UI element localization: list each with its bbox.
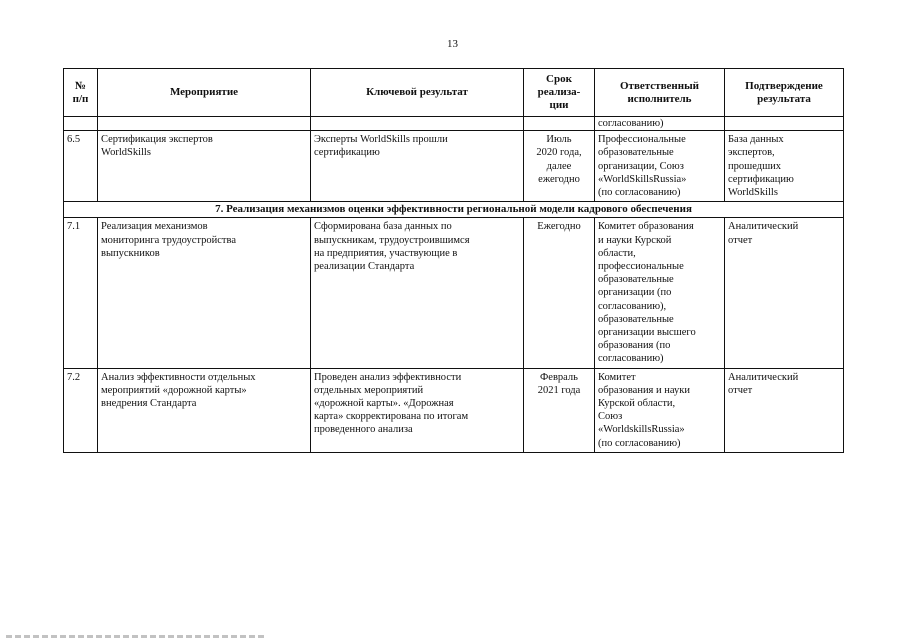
cell-event: Анализ эффективности отдельных мероприятий «дорожной карты» внедрения Стандарта bbox=[98, 368, 311, 452]
cell-event: Реализация механизмов мониторинга трудоустройства выпускников bbox=[98, 218, 311, 368]
cell-empty bbox=[725, 117, 844, 131]
scan-artifact bbox=[6, 635, 266, 638]
header-num: № п/п bbox=[64, 69, 98, 117]
cell-deadline: Ежегодно bbox=[524, 218, 595, 368]
cell-empty bbox=[311, 117, 524, 131]
cell-confirmation: База данных экспертов, прошедших сертификацию WorldSkills bbox=[725, 131, 844, 202]
header-confirmation: Подтверждение результата bbox=[725, 69, 844, 117]
cell-num: 6.5 bbox=[64, 131, 98, 202]
plan-table bbox=[63, 68, 844, 453]
cell-confirmation: Аналитический отчет bbox=[725, 368, 844, 452]
section-title: 7. Реализация механизмов оценки эффективности региональной модели кадрового обеспечения bbox=[64, 202, 844, 218]
page-number: 13 bbox=[447, 38, 458, 50]
header-event: Мероприятие bbox=[98, 69, 311, 117]
header-result: Ключевой результат bbox=[311, 69, 524, 117]
cell-responsible: согласованию) bbox=[595, 117, 725, 131]
cell-responsible: Профессиональные образовательные организации, Союз «WorldSkillsRussia» (по согласованию) bbox=[595, 131, 725, 202]
header-responsible: Ответственный исполнитель bbox=[595, 69, 725, 117]
cell-num: 7.1 bbox=[64, 218, 98, 368]
cell-deadline: Февраль 2021 года bbox=[524, 368, 595, 452]
cell-empty bbox=[64, 117, 98, 131]
cell-responsible: Комитет образования и науки Курской области, профессиональные образовательные организации (по согласованию), образовательные организации высшего образования (по согласованию) bbox=[595, 218, 725, 368]
cell-event: Сертификация экспертов WorldSkills bbox=[98, 131, 311, 202]
table-row bbox=[64, 368, 844, 452]
cell-num: 7.2 bbox=[64, 368, 98, 452]
table-row bbox=[64, 131, 844, 202]
cell-responsible: Комитет образования и науки Курской области, Союз «WorldskillsRussia» (по согласованию) bbox=[595, 368, 725, 452]
cell-result: Проведен анализ эффективности отдельных мероприятий «дорожной карты». «Дорожная карта» скорректирована по итогам проведенного анализа bbox=[311, 368, 524, 452]
table-row-continuation bbox=[64, 117, 844, 131]
table-row bbox=[64, 218, 844, 368]
cell-result: Сформирована база данных по выпускникам, трудоустроившимся на предприятия, участвующие в реализации Стандарта bbox=[311, 218, 524, 368]
cell-confirmation: Аналитический отчет bbox=[725, 218, 844, 368]
header-deadline: Срок реализа- ции bbox=[524, 69, 595, 117]
table-header-row bbox=[64, 69, 844, 117]
cell-deadline: Июль 2020 года, далее ежегодно bbox=[524, 131, 595, 202]
section-heading-row bbox=[64, 202, 844, 218]
cell-result: Эксперты WorldSkills прошли сертификацию bbox=[311, 131, 524, 202]
cell-empty bbox=[98, 117, 311, 131]
cell-empty bbox=[524, 117, 595, 131]
